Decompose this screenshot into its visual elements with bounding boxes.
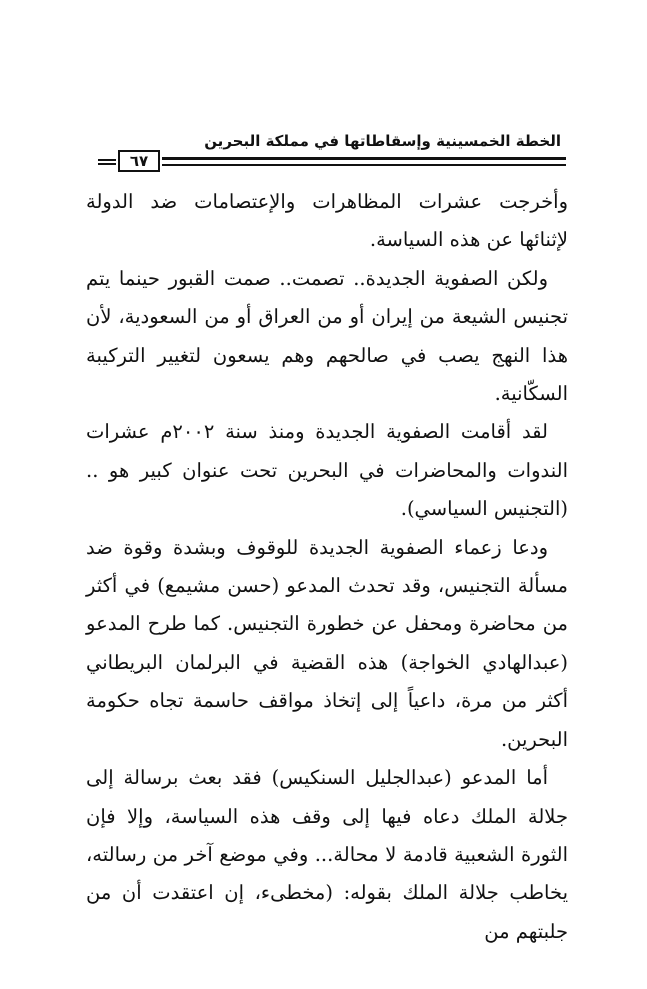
paragraph-1: وأخرجت عشرات المظاهرات والإعتصامات ضد الدولة لإثنائها عن هذه السياسة.	[86, 190, 568, 252]
paragraph-2: ولكن الصفوية الجديدة.. تصمت.. صمت القبور حينما يتم تجنيس الشيعة من إيران أو من العراق أو من السعودية، لأن هذا النهج يصب في صالحهم وهم يسعون لتغيير التركيبة السكّانية.	[86, 266, 568, 406]
header-rule-right-segment	[162, 157, 566, 166]
header-rule-left-segment	[98, 159, 116, 165]
paragraph-4: ودعا زعماء الصفوية الجديدة للوقوف وبشدة وقوة ضد مسألة التجنيس، وقد تحدث المدعو (حسن مشيمع) في أكثر من محاضرة ومحفل عن خطورة التجنيس. كما طرح المدعو (عبدالهادي الخواجة) هذه القضية في البرلمان البريطاني أكثر من مرة، داعياً إلى إتخاذ مواقف حاسمة تجاه حكومة البحرين.	[86, 535, 568, 751]
body-text	[86, 183, 568, 951]
header-rule	[98, 150, 566, 174]
paragraph-3: لقد أقامت الصفوية الجديدة ومنذ سنة ٢٠٠٢م عشرات الندوات والمحاضرات في البحرين تحت عنوان كبير هو ..(التجنيس السياسي).	[86, 420, 568, 521]
page-number: ٦٧	[118, 150, 160, 172]
paragraph-5: أما المدعو (عبدالجليل السنكيس) فقد بعث برسالة إلى جلالة الملك دعاه فيها إلى وقف هذه السياسة، وإلا فإن الثورة الشعبية قادمة لا محالة... وفي موضع آخر من رسالته، يخاطب جلالة الملك بقوله: (مخطىء، إن اعتقدت أن من جلبتهم من	[86, 766, 568, 943]
running-header-title: الخطة الخمسينية وإسقاطاتها في مملكة البحرين	[204, 132, 561, 150]
